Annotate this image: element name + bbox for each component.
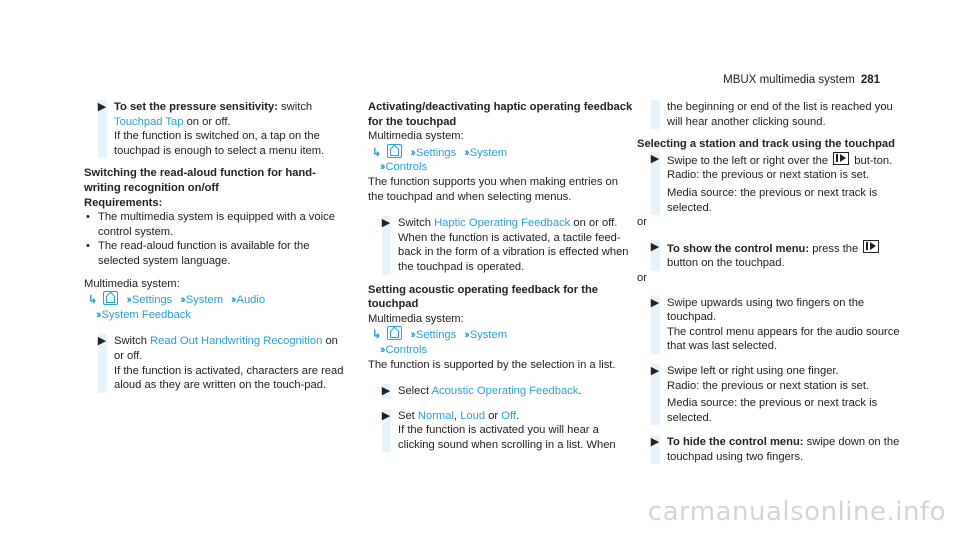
path-item: Controls [385,343,428,356]
step-swipe-button [637,152,902,215]
section-heading-haptic: Activating/deactivating haptic operating feedback for the touchpad [368,101,633,128]
step-label: To hide the control menu: [667,436,804,449]
step-show-menu [637,240,902,271]
step-swipe-left-right [637,364,902,425]
step-note: Radio: the previous or next station is set. [667,379,870,392]
or-label: or [637,216,647,229]
step-text-2: on or off. [186,115,231,128]
step-end: . [515,409,520,422]
step-arrow-icon: ▶ [381,385,391,398]
step-swipe-upwards [637,296,902,354]
option-touchpad-tap: Touchpad Tap [114,115,184,128]
step-arrow-icon: ▶ [381,409,391,422]
step-text: switch [281,101,313,113]
column-2 [368,100,633,452]
path-item: Settings [415,146,457,159]
chevron-icon: ›› [96,308,100,321]
column-1 [84,100,349,393]
step-arrow-icon: ▶ [650,296,660,309]
chevron-icon: ›› [464,146,468,159]
step-arrow-icon: ▶ [650,152,660,165]
step-note: The control menu appears for the audio source that was last selected. [667,325,900,353]
multimedia-system-label: Multimedia system: [84,277,180,290]
paragraph: The function supports you when making entries on the touchpad and when selecting menus. [368,175,618,203]
home-icon [387,144,402,158]
requirements-heading: Requirements: [84,196,163,209]
chevron-icon: ›› [380,343,384,356]
header-title: MBUX multimedia system [723,74,855,86]
step-note: If the function is activated, characters are read aloud as they are written on the touch-pad. [114,364,344,392]
option-off: Off [501,409,516,422]
step-end: . [578,385,582,398]
watermark: carmanualsonline.info [647,497,946,527]
skip-button-icon [863,240,879,253]
step-haptic [368,216,633,274]
step-label: To show the control menu: [667,242,810,255]
step-arrow-icon: ▶ [650,364,660,377]
step-arrow-icon: ▶ [650,436,660,449]
step-text: Set [398,409,415,422]
step-note: Radio: the previous or next station is set. [667,169,870,182]
step-note: When the function is activated, a tactile feed-back in the form of a vibration is effected when the touchpad is operated. [398,231,629,273]
step-note: Media source: the previous or next track is selected. [667,397,878,424]
step-label: To set the pressure sensitivity: [114,101,278,113]
page-number: 281 [860,74,880,86]
step-hide-menu [637,435,902,464]
list-item [84,210,349,239]
step-note: If the function is activated you will hear a clicking sound when scrolling in a list. When [398,424,616,451]
step-note: the beginning or end of the list is reached you will hear another clicking sound. [667,101,893,128]
requirements-list [84,210,349,268]
bullet-icon: • [86,211,90,224]
page-header [723,74,880,86]
path-item: Settings [131,294,173,307]
home-icon [387,326,402,340]
paragraph: The function is supported by the selection in a list. [368,358,616,371]
step-text-2: but-ton. [854,154,893,167]
multimedia-system-label: Multimedia system: [368,312,464,325]
path-arrow-icon: ↳ [372,329,382,342]
step-bar [651,100,660,129]
step-text: Select [398,385,430,398]
path-item: System [185,294,224,307]
path-item: System [469,146,508,159]
option-acoustic: Acoustic Operating Feedback [431,385,579,398]
path-item: Controls [385,161,428,174]
chevron-icon: ›› [380,161,384,174]
path-item: System [469,329,508,342]
chevron-icon: ›› [180,294,184,307]
step-text: swipe down on the touchpad using two fingers. [667,436,900,463]
path-item: Audio [236,294,266,307]
chevron-icon: ›› [231,294,235,307]
chevron-icon: ›› [126,294,130,307]
step-note: If the function is switched on, a tap on the touchpad is enough to select a menu item. [114,130,325,157]
path-arrow-icon: ↳ [88,294,98,307]
option-loud: Loud [460,409,486,422]
step-text: Swipe upwards using two fingers on the touchpad. [667,296,865,324]
step-text-2: on or off. [573,217,618,230]
section-heading-station: Selecting a station and track using the touchpad [637,138,895,151]
menu-path [368,326,633,357]
skip-button-icon [833,152,849,165]
requirement-text: The read-aloud function is available for the selected system language. [98,240,310,267]
step-arrow-icon: ▶ [381,217,391,230]
section-heading-acoustic: Setting acoustic operating feedback for the touchpad [368,283,599,311]
step-arrow-icon: ▶ [650,240,660,253]
step-text: Swipe left or right using one finger. [667,364,839,377]
step-text-2: button on the touchpad. [667,257,785,270]
bullet-icon: • [86,240,90,253]
requirement-text: The multimedia system is equipped with a voice control system. [98,211,335,238]
path-item: Settings [415,329,457,342]
step-select-acoustic [368,384,633,399]
chevron-icon: ›› [410,146,414,159]
menu-path [84,291,349,322]
multimedia-system-label: Multimedia system: [368,130,464,143]
separator: or [488,409,499,422]
chevron-icon: ›› [410,329,414,342]
step-note: Media source: the previous or next track is selected. [667,186,878,214]
option-normal: Normal [417,409,454,422]
path-item: System Feedback [101,308,191,321]
step-text: Switch [114,335,147,348]
or-label: or [637,271,647,284]
option-haptic: Haptic Operating Feedback [434,217,571,230]
chevron-icon: ›› [464,329,468,342]
path-arrow-icon: ↳ [372,146,382,159]
step-text: Switch [398,217,431,230]
list-item [84,239,349,268]
separator: , [453,409,458,422]
option-read-out: Read Out Handwriting Recognition [150,335,323,348]
step-arrow-icon: ▶ [97,101,107,113]
step-text-2: on or off. [114,335,338,362]
step-read-out [84,334,349,392]
section-heading-read-aloud: Switching the read-aloud function for hand-writing recognition on/off [84,167,316,194]
step-pressure-sensitivity [84,100,349,158]
menu-path [368,144,633,175]
step-text: Swipe to the left or right over the [667,154,829,167]
home-icon [103,291,118,305]
step-arrow-icon: ▶ [97,335,107,348]
step-text: press the [812,242,859,255]
step-continuation [637,100,902,129]
step-set-volume [368,409,633,453]
column-3 [637,100,902,464]
